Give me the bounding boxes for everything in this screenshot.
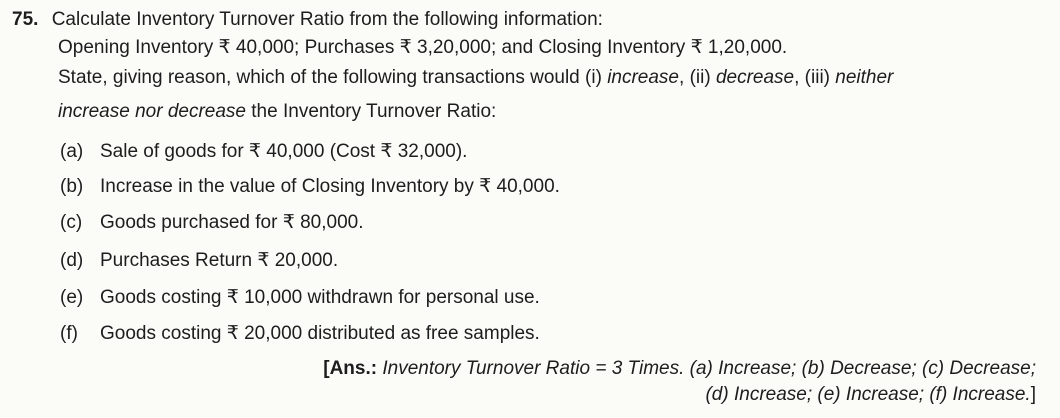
instruction-line-2: [58, 100, 496, 124]
answer-text-1: Inventory Turnover Ratio = 3 Times. (a) Increase; (b) Decrease; (c) Decrease;: [382, 358, 1036, 379]
option-text: Goods purchased for ₹ 80,000.: [100, 212, 364, 233]
option-label: (c): [60, 212, 83, 233]
option-text: Increase in the value of Closing Inventory by ₹ 40,000.: [100, 176, 560, 197]
instruction-decrease: decrease: [715, 67, 795, 88]
answer-suffix: ]: [1030, 384, 1036, 405]
instruction-italic: increase nor decrease: [58, 101, 246, 122]
option-label: (a): [60, 141, 84, 162]
question-heading: [12, 8, 603, 32]
option-text: Sale of goods for ₹ 40,000 (Cost ₹ 32,000).: [100, 141, 468, 162]
instruction-line-1: [58, 66, 893, 90]
answer-line-2: [705, 383, 1036, 407]
option-d: [60, 249, 338, 273]
option-text: Goods costing ₹ 10,000 withdrawn for personal use.: [100, 287, 540, 308]
option-text: Purchases Return ₹ 20,000.: [100, 250, 339, 271]
option-b: [60, 175, 560, 199]
option-f: [60, 322, 540, 346]
option-label: (d): [60, 250, 84, 271]
question-number: 75.: [12, 9, 39, 30]
option-c: [60, 211, 363, 235]
option-label: (b): [60, 176, 84, 197]
option-label: (e): [60, 287, 84, 308]
instruction-increase: increase: [607, 67, 680, 88]
answer-text-2: (d) Increase; (e) Increase; (f) Increase.: [705, 384, 1031, 405]
instruction-text-3: , (iii): [794, 67, 836, 88]
answer-prefix: [Ans.:: [323, 358, 378, 379]
question-info: Opening Inventory ₹ 40,000; Purchases ₹ 3,20,000; and Closing Inventory ₹ 1,20,000.: [58, 37, 788, 58]
instruction-neither: neither: [835, 67, 894, 88]
instruction-rest: the Inventory Turnover Ratio:: [246, 101, 497, 122]
instruction-text-1: State, giving reason, which of the following transactions would (i): [58, 67, 608, 88]
option-label: (f): [60, 323, 78, 344]
option-a: [60, 140, 467, 164]
option-e: [60, 286, 540, 310]
answer-line-1: [323, 357, 1036, 381]
option-text: Goods costing ₹ 20,000 distributed as free samples.: [100, 323, 540, 344]
instruction-text-2: , (ii): [679, 67, 716, 88]
question-title: Calculate Inventory Turnover Ratio from the following information:: [51, 9, 603, 30]
